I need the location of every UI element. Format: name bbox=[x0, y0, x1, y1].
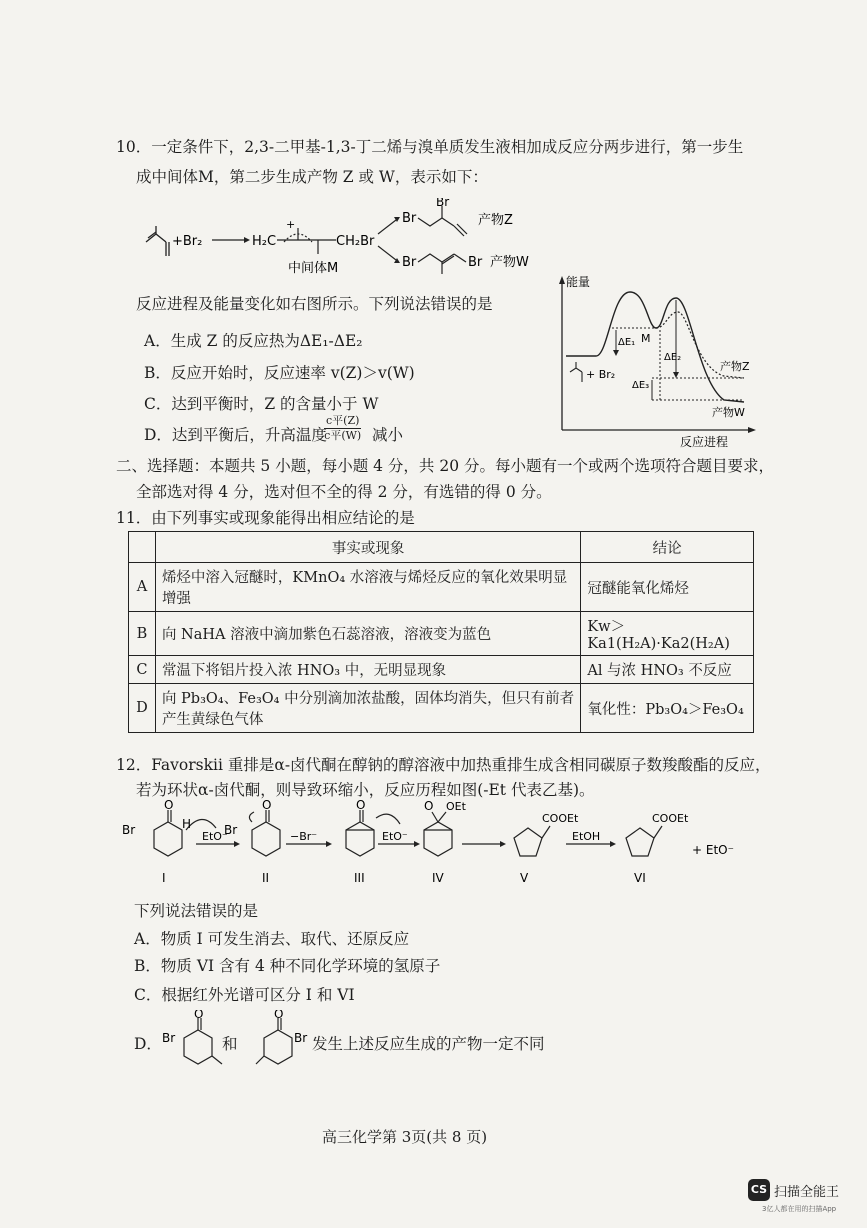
fraction-numerator: c平(Z) bbox=[326, 414, 360, 427]
table-row bbox=[129, 563, 754, 612]
q12-option-c: C．根据红外光谱可区分 I 和 VI bbox=[134, 986, 355, 1004]
label-II: II bbox=[262, 871, 270, 885]
ring-II bbox=[252, 822, 280, 856]
table-row bbox=[129, 684, 754, 733]
ring-III bbox=[346, 822, 374, 856]
intermediate-plus: + bbox=[286, 218, 296, 231]
q10-option-c: C．达到平衡时，Z 的含量小于 W bbox=[144, 395, 379, 413]
row-conclusion: 氧化性：Pb₃O₄＞Fe₃O₄ bbox=[581, 684, 754, 733]
ring-IV bbox=[424, 822, 452, 856]
graph-m: M bbox=[641, 332, 651, 345]
d1-o: O bbox=[194, 1010, 204, 1021]
q10-option-a: A．生成 Z 的反应热为ΔE₁-ΔE₂ bbox=[144, 332, 363, 350]
row-label: C bbox=[129, 656, 156, 684]
q12-option-d-tail: 发生上述反应生成的产物一定不同 bbox=[312, 1035, 545, 1053]
step6-etoh: EtOH bbox=[572, 830, 601, 843]
camscanner-tagline: 3亿人都在用的扫描App bbox=[762, 1205, 837, 1213]
I-br: Br bbox=[122, 823, 136, 837]
VI-cooet: COOEt bbox=[652, 812, 689, 825]
intermediate-ch2br: CH₂Br bbox=[336, 234, 375, 249]
q10-option-d-fraction bbox=[324, 414, 361, 443]
fraction-denominator: c平(W) bbox=[324, 429, 362, 442]
product-z-label: 产物Z bbox=[478, 213, 513, 228]
label-III: III bbox=[354, 871, 365, 885]
ring-I bbox=[154, 822, 182, 856]
table-row bbox=[129, 656, 754, 684]
camscanner-logo-icon: CS bbox=[748, 1179, 770, 1201]
ring-d1 bbox=[184, 1030, 212, 1064]
table-header-row bbox=[129, 532, 754, 563]
row-conclusion: Al 与浓 HNO₃ 不反应 bbox=[581, 656, 754, 684]
header-conclusion: 结论 bbox=[581, 532, 754, 563]
V-cooet: COOEt bbox=[542, 812, 579, 825]
graph-z-label: 产物Z bbox=[720, 360, 750, 373]
q10-reaction-scheme bbox=[140, 198, 540, 280]
q12-option-a: A．物质 I 可发生消去、取代、还原反应 bbox=[134, 930, 410, 948]
q10-stem-line1: 10．一定条件下，2,3-二甲基-1,3-丁二烯与溴单质发生液相加成反应分两步进行，第一步生 bbox=[116, 138, 744, 156]
camscanner-brand: 扫描全能王 bbox=[774, 1185, 840, 1200]
row-fact: 向 NaHA 溶液中滴加紫色石蕊溶液，溶液变为蓝色 bbox=[155, 612, 580, 656]
label-IV: IV bbox=[432, 871, 444, 885]
II-o: O bbox=[262, 800, 272, 812]
d2-br: Br bbox=[294, 1031, 308, 1045]
q10-option-d-tail: 减小 bbox=[372, 426, 404, 444]
q12-intro: 下列说法错误的是 bbox=[134, 902, 259, 920]
intermediate-m-label: 中间体M bbox=[288, 261, 339, 276]
I-o: O bbox=[164, 800, 174, 812]
z-br-top: Br bbox=[436, 198, 450, 209]
z-br: Br bbox=[402, 211, 417, 226]
plus-eto: + EtO⁻ bbox=[692, 843, 734, 857]
favorskii-mechanism bbox=[120, 800, 760, 892]
product-z-structure bbox=[418, 206, 467, 236]
w-br-left: Br bbox=[402, 255, 417, 270]
section2-line2: 全部选对得 4 分，选对但不全的得 2 分，有选错的得 0 分。 bbox=[136, 483, 552, 501]
graph-e1: ΔE₁ bbox=[618, 337, 636, 348]
IV-oet: OEt bbox=[446, 800, 466, 813]
d1-br: Br bbox=[162, 1031, 176, 1045]
q12-option-b: B．物质 VI 含有 4 种不同化学环境的氢原子 bbox=[134, 957, 441, 975]
intermediate-h2c: H₂C bbox=[252, 234, 277, 249]
q10-stem-line2: 成中间体M，第二步生成产物 Z 或 W，表示如下： bbox=[136, 168, 488, 186]
graph-ylabel: 能量 bbox=[566, 275, 591, 289]
d2-o: O bbox=[274, 1010, 284, 1021]
q10-intro: 反应进程及能量变化如右图所示。下列说法错误的是 bbox=[136, 295, 493, 313]
ring-VI bbox=[626, 828, 654, 856]
graph-xlabel: 反应进程 bbox=[680, 435, 729, 449]
w-br-right: Br bbox=[468, 255, 483, 270]
graph-e2: ΔE₂ bbox=[664, 352, 682, 363]
header-fact: 事实或现象 bbox=[155, 532, 580, 563]
q11-stem: 11．由下列事实或现象能得出相应结论的是 bbox=[116, 509, 415, 527]
energy-curve-w bbox=[566, 292, 744, 402]
q12-option-d-prefix: D． bbox=[134, 1035, 162, 1053]
graph-reactant: + Br₂ bbox=[586, 368, 616, 381]
product-w-structure bbox=[418, 254, 466, 274]
q12-stem-line1: 12．Favorskii 重排是α-卤代酮在醇钠的醇溶液中加热重排生成含相同碳原子数羧酸酯的反应， bbox=[116, 756, 771, 774]
product-w-label: 产物W bbox=[490, 255, 529, 270]
ring-V bbox=[514, 828, 542, 856]
row-fact: 常温下将铝片投入浓 HNO₃ 中，无明显现象 bbox=[155, 656, 580, 684]
II-br: Br bbox=[224, 823, 238, 837]
section2-line1: 二、选择题：本题共 5 小题，每小题 4 分，共 20 分。每小题有一个或两个选项符合题目要求， bbox=[116, 457, 775, 475]
q10-option-b: B．反应开始时，反应速率 v(Z)＞v(W) bbox=[144, 364, 415, 382]
energy-diagram bbox=[548, 272, 760, 452]
page-footer: 高三化学第 3页(共 8 页) bbox=[322, 1128, 488, 1146]
IV-o: O bbox=[424, 800, 434, 813]
III-o: O bbox=[356, 800, 366, 812]
ring-d2 bbox=[264, 1030, 292, 1064]
step1-eto: EtO⁻ bbox=[202, 830, 228, 843]
row-label: A bbox=[129, 563, 156, 612]
br2-reagent: +Br₂ bbox=[172, 234, 203, 249]
row-fact: 向 Pb₃O₄、Fe₃O₄ 中分别滴加浓盐酸，固体均消失，但只有前者产生黄绿色气体 bbox=[155, 684, 580, 733]
q11-table bbox=[128, 531, 754, 733]
graph-e3: ΔE₃ bbox=[632, 380, 650, 391]
row-label: D bbox=[129, 684, 156, 733]
q10-option-d: D．达到平衡后，升高温度 bbox=[144, 426, 327, 444]
reactant-diene-icon bbox=[570, 362, 582, 382]
I-h: H bbox=[182, 817, 192, 831]
label-V: V bbox=[520, 871, 529, 885]
row-conclusion: 冠醚能氧化烯烃 bbox=[581, 563, 754, 612]
q12-option-d-and: 和 bbox=[222, 1035, 238, 1053]
step2-minus-br: −Br⁻ bbox=[290, 830, 318, 843]
graph-w-label: 产物W bbox=[712, 406, 745, 419]
q12-stem-line2: 若为环状α-卤代酮，则导致环缩小，反应历程如图(-Et 代表乙基)。 bbox=[136, 781, 595, 799]
step3-eto: EtO⁻ bbox=[382, 830, 408, 843]
label-VI: VI bbox=[634, 871, 646, 885]
row-label: B bbox=[129, 612, 156, 656]
label-I: I bbox=[162, 871, 166, 885]
row-fact: 烯烃中溶入冠醚时，KMnO₄ 水溶液与烯烃反应的氧化效果明显增强 bbox=[155, 563, 580, 612]
diene-structure bbox=[146, 226, 169, 256]
row-conclusion: Kw＞Ka1(H₂A)·Ka2(H₂A) bbox=[581, 612, 754, 656]
table-row bbox=[129, 612, 754, 656]
